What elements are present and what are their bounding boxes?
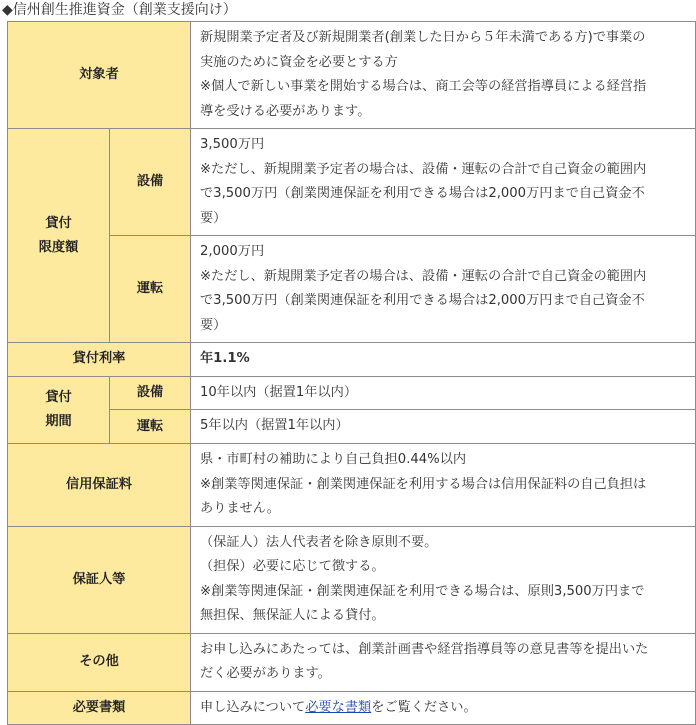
rate-value: 年1.1% <box>191 343 696 377</box>
target-line-4: 導を受ける必要があります。 <box>200 103 371 119</box>
documents-text-after: をご覧ください。 <box>371 699 477 715</box>
limit-label-line-1: 貸付 <box>45 215 72 231</box>
limit-operation-line-3: で3,500万円（創業関連保証を利用できる場合は2,000万円まで自己資金不 <box>200 293 645 308</box>
guarantor-value <box>191 526 696 633</box>
row-limit-equipment <box>8 129 696 236</box>
documents-value <box>191 691 696 725</box>
period-label <box>8 376 110 444</box>
period-equipment-label: 設備 <box>110 376 191 410</box>
row-documents <box>8 691 696 725</box>
documents-label: 必要書類 <box>8 691 191 725</box>
row-guarantee-fee <box>8 444 696 527</box>
period-operation-value: 5年以内（据置1年以内） <box>191 410 696 444</box>
target-line-1: 新規開業予定者及び新規開業者(創業した日から５年未満である方)で事業の <box>200 30 646 45</box>
guarantor-line-1: （保証人）法人代表者を除き原則不要。 <box>200 534 438 550</box>
limit-operation-line-4: 要） <box>200 317 227 333</box>
limit-operation-line-1: 2,000万円 <box>200 244 265 259</box>
other-value <box>191 633 696 691</box>
period-label-line-1: 貸付 <box>45 389 72 405</box>
required-documents-link[interactable]: 必要な書類 <box>305 699 372 715</box>
limit-equipment-line-4: 要） <box>200 210 227 226</box>
limit-label <box>8 129 110 343</box>
row-target <box>8 22 696 129</box>
period-operation-label: 運転 <box>110 410 191 444</box>
limit-equipment-label: 設備 <box>110 129 191 236</box>
guarantor-line-3: ※創業等関連保証・創業関連保証を利用できる場合は、原則3,500万円まで <box>200 583 645 599</box>
limit-equipment-line-3: で3,500万円（創業関連保証を利用できる場合は2,000万円まで自己資金不 <box>200 186 645 201</box>
limit-label-line-2: 限度額 <box>38 239 79 255</box>
row-limit-operation <box>8 236 696 343</box>
limit-operation-line-2: ※ただし、新規開業予定者の場合は、設備・運転の合計で自己資金の範囲内 <box>200 268 647 284</box>
other-line-2: だく必要があります。 <box>200 666 331 681</box>
documents-text-before: 申し込みについて <box>200 699 306 715</box>
limit-operation-label: 運転 <box>110 236 191 343</box>
limit-equipment-value <box>191 129 696 236</box>
page-title: ◆信州創生推進資金（創業支援向け） <box>2 2 237 18</box>
limit-equipment-line-2: ※ただし、新規開業予定者の場合は、設備・運転の合計で自己資金の範囲内 <box>200 161 647 177</box>
row-other <box>8 633 696 691</box>
guarantee-fee-line-2: ※創業等関連保証・創業関連保証を利用する場合は信用保証料の自己負担は <box>200 476 647 492</box>
target-value <box>191 22 696 129</box>
limit-operation-value <box>191 236 696 343</box>
target-line-3: ※個人で新しい事業を開始する場合は、商工会等の経営指導員による経営指 <box>200 79 647 94</box>
guarantor-label: 保証人等 <box>8 526 191 633</box>
row-period-equipment <box>8 376 696 410</box>
limit-equipment-line-1: 3,500万円 <box>200 137 265 152</box>
guarantor-line-4: 無担保、無保証人による貸付。 <box>200 608 385 623</box>
period-equipment-value: 10年以内（据置1年以内） <box>191 376 696 410</box>
row-period-operation <box>8 410 696 444</box>
guarantor-line-2: （担保）必要に応じて徴する。 <box>200 559 385 574</box>
guarantee-fee-value <box>191 444 696 527</box>
other-line-1: お申し込みにあたっては、創業計画書や経営指導員等の意見書等を提出いた <box>200 641 649 657</box>
period-label-line-2: 期間 <box>45 413 72 429</box>
guarantee-fee-label: 信用保証料 <box>8 444 191 527</box>
rate-label: 貸付利率 <box>8 343 191 377</box>
guarantee-fee-line-3: ありません。 <box>200 501 280 516</box>
other-label: その他 <box>8 633 191 691</box>
target-line-2: 実施のために資金を必要とする方 <box>200 54 398 70</box>
row-rate <box>8 343 696 377</box>
loan-info-table <box>7 21 696 725</box>
target-label: 対象者 <box>8 22 191 129</box>
guarantee-fee-line-1: 県・市町村の補助により自己負担0.44%以内 <box>200 452 467 467</box>
row-guarantor <box>8 526 696 633</box>
